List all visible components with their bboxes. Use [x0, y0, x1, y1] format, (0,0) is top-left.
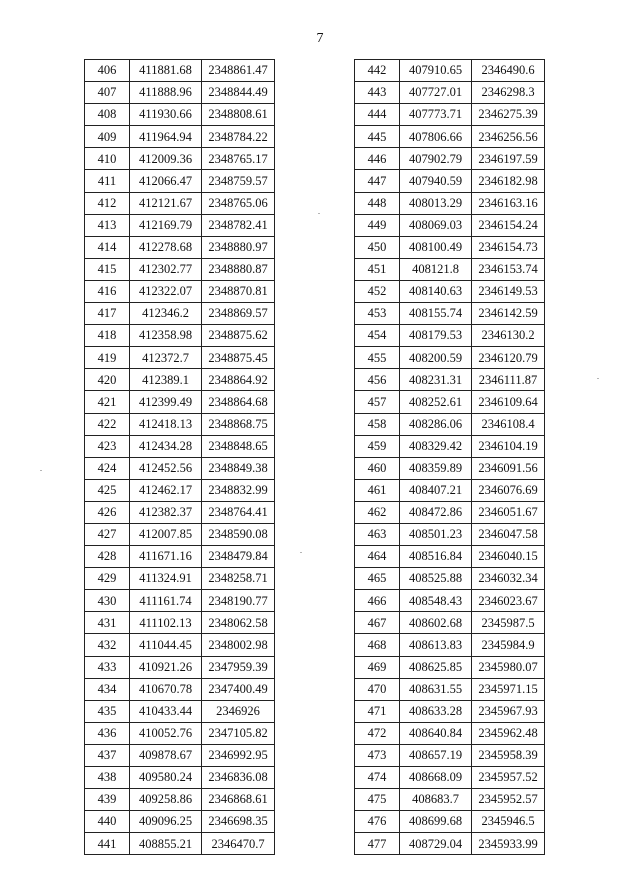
x-coordinate-cell: 411964.94	[130, 126, 202, 148]
x-coordinate-cell: 412372.7	[130, 347, 202, 369]
y-coordinate-cell: 2345957.52	[472, 767, 545, 789]
x-coordinate-cell: 407902.79	[400, 148, 472, 170]
point-number-cell: 409	[85, 126, 130, 148]
point-number-cell: 470	[355, 678, 400, 700]
coordinate-row	[85, 811, 275, 833]
x-coordinate-cell: 409878.67	[130, 744, 202, 766]
coordinate-row	[85, 391, 275, 413]
y-coordinate-cell: 2348479.84	[202, 546, 275, 568]
point-number-cell: 406	[85, 60, 130, 82]
coordinate-row	[355, 347, 545, 369]
y-coordinate-cell: 2345984.9	[472, 634, 545, 656]
coordinate-row	[355, 258, 545, 280]
x-coordinate-cell: 412382.37	[130, 501, 202, 523]
coordinate-row	[355, 612, 545, 634]
y-coordinate-cell: 2347105.82	[202, 722, 275, 744]
y-coordinate-cell: 2347400.49	[202, 678, 275, 700]
coordinate-row	[85, 60, 275, 82]
point-number-cell: 463	[355, 523, 400, 545]
point-number-cell: 426	[85, 501, 130, 523]
point-number-cell: 436	[85, 722, 130, 744]
point-number-cell: 407	[85, 82, 130, 104]
coordinates-table-right	[354, 59, 545, 855]
y-coordinate-cell: 2346868.61	[202, 789, 275, 811]
x-coordinate-cell: 412009.36	[130, 148, 202, 170]
x-coordinate-cell: 408631.55	[400, 678, 472, 700]
x-coordinate-cell: 408548.43	[400, 590, 472, 612]
x-coordinate-cell: 411881.68	[130, 60, 202, 82]
x-coordinate-cell: 408329.42	[400, 435, 472, 457]
point-number-cell: 452	[355, 280, 400, 302]
coordinate-row	[355, 82, 545, 104]
y-coordinate-cell: 2348765.17	[202, 148, 275, 170]
coordinate-row	[355, 369, 545, 391]
y-coordinate-cell: 2348861.47	[202, 60, 275, 82]
coordinate-row	[85, 546, 275, 568]
point-number-cell: 474	[355, 767, 400, 789]
x-coordinate-cell: 411671.16	[130, 546, 202, 568]
y-coordinate-cell: 2348258.71	[202, 568, 275, 590]
y-coordinate-cell: 2346149.53	[472, 280, 545, 302]
coordinate-row	[85, 258, 275, 280]
y-coordinate-cell: 2346153.74	[472, 258, 545, 280]
coordinate-row	[85, 789, 275, 811]
y-coordinate-cell: 2346163.16	[472, 192, 545, 214]
coordinate-row	[85, 126, 275, 148]
coordinate-row	[85, 325, 275, 347]
coordinate-row	[85, 369, 275, 391]
y-coordinate-cell: 2348759.57	[202, 170, 275, 192]
y-coordinate-cell: 2346154.24	[472, 214, 545, 236]
point-number-cell: 412	[85, 192, 130, 214]
x-coordinate-cell: 408633.28	[400, 700, 472, 722]
coordinate-row	[85, 479, 275, 501]
y-coordinate-cell: 2346091.56	[472, 457, 545, 479]
y-coordinate-cell: 2346490.6	[472, 60, 545, 82]
coordinate-row	[85, 744, 275, 766]
x-coordinate-cell: 411930.66	[130, 104, 202, 126]
x-coordinate-cell: 407773.71	[400, 104, 472, 126]
coordinate-row	[85, 280, 275, 302]
x-coordinate-cell: 408121.8	[400, 258, 472, 280]
x-coordinate-cell: 412121.67	[130, 192, 202, 214]
y-coordinate-cell: 2348590.08	[202, 523, 275, 545]
coordinate-row	[85, 767, 275, 789]
point-number-cell: 417	[85, 303, 130, 325]
x-coordinate-cell: 411044.45	[130, 634, 202, 656]
x-coordinate-cell: 408613.83	[400, 634, 472, 656]
coordinate-row	[355, 700, 545, 722]
point-number-cell: 447	[355, 170, 400, 192]
x-coordinate-cell: 411324.91	[130, 568, 202, 590]
point-number-cell: 414	[85, 236, 130, 258]
y-coordinate-cell: 2346120.79	[472, 347, 545, 369]
x-coordinate-cell: 408699.68	[400, 811, 472, 833]
coordinate-row	[85, 612, 275, 634]
point-number-cell: 469	[355, 656, 400, 678]
x-coordinate-cell: 408501.23	[400, 523, 472, 545]
y-coordinate-cell: 2346470.7	[202, 833, 275, 855]
point-number-cell: 418	[85, 325, 130, 347]
x-coordinate-cell: 409580.24	[130, 767, 202, 789]
point-number-cell: 454	[355, 325, 400, 347]
coordinate-row	[85, 236, 275, 258]
point-number-cell: 433	[85, 656, 130, 678]
y-coordinate-cell: 2345952.57	[472, 789, 545, 811]
x-coordinate-cell: 408252.61	[400, 391, 472, 413]
coordinate-row	[355, 767, 545, 789]
y-coordinate-cell: 2346992.95	[202, 744, 275, 766]
scan-speck	[40, 470, 42, 471]
x-coordinate-cell: 408640.84	[400, 722, 472, 744]
x-coordinate-cell: 410921.26	[130, 656, 202, 678]
point-number-cell: 421	[85, 391, 130, 413]
y-coordinate-cell: 2346130.2	[472, 325, 545, 347]
point-number-cell: 471	[355, 700, 400, 722]
coordinate-row	[85, 722, 275, 744]
point-number-cell: 408	[85, 104, 130, 126]
point-number-cell: 437	[85, 744, 130, 766]
y-coordinate-cell: 2346040.15	[472, 546, 545, 568]
coordinate-row	[355, 678, 545, 700]
x-coordinate-cell: 412007.85	[130, 523, 202, 545]
y-coordinate-cell: 2346142.59	[472, 303, 545, 325]
coordinate-row	[85, 104, 275, 126]
x-coordinate-cell: 410670.78	[130, 678, 202, 700]
point-number-cell: 432	[85, 634, 130, 656]
coordinate-row	[85, 568, 275, 590]
point-number-cell: 449	[355, 214, 400, 236]
y-coordinate-cell: 2345980.07	[472, 656, 545, 678]
y-coordinate-cell: 2346076.69	[472, 479, 545, 501]
y-coordinate-cell: 2348002.98	[202, 634, 275, 656]
point-number-cell: 434	[85, 678, 130, 700]
x-coordinate-cell: 408625.85	[400, 656, 472, 678]
coordinate-row	[85, 700, 275, 722]
point-number-cell: 467	[355, 612, 400, 634]
y-coordinate-cell: 2346109.64	[472, 391, 545, 413]
coordinate-row	[85, 457, 275, 479]
coordinate-row	[355, 391, 545, 413]
point-number-cell: 439	[85, 789, 130, 811]
point-number-cell: 410	[85, 148, 130, 170]
coordinate-row	[85, 678, 275, 700]
x-coordinate-cell: 408155.74	[400, 303, 472, 325]
point-number-cell: 460	[355, 457, 400, 479]
x-coordinate-cell: 408407.21	[400, 479, 472, 501]
point-number-cell: 476	[355, 811, 400, 833]
point-number-cell: 416	[85, 280, 130, 302]
x-coordinate-cell: 408286.06	[400, 413, 472, 435]
x-coordinate-cell: 408472.86	[400, 501, 472, 523]
page-number: 7	[316, 31, 324, 46]
y-coordinate-cell: 2346023.67	[472, 590, 545, 612]
point-number-cell: 462	[355, 501, 400, 523]
x-coordinate-cell: 412358.98	[130, 325, 202, 347]
point-number-cell: 419	[85, 347, 130, 369]
point-number-cell: 453	[355, 303, 400, 325]
point-number-cell: 411	[85, 170, 130, 192]
x-coordinate-cell: 407940.59	[400, 170, 472, 192]
coordinate-row	[355, 479, 545, 501]
coordinate-row	[355, 546, 545, 568]
coordinate-row	[355, 236, 545, 258]
coordinate-row	[355, 148, 545, 170]
point-number-cell: 473	[355, 744, 400, 766]
scan-speck	[597, 378, 599, 379]
coordinate-row	[85, 590, 275, 612]
point-number-cell: 458	[355, 413, 400, 435]
x-coordinate-cell: 412346.2	[130, 303, 202, 325]
point-number-cell: 420	[85, 369, 130, 391]
coordinate-row	[355, 590, 545, 612]
y-coordinate-cell: 2348765.06	[202, 192, 275, 214]
coordinate-row	[355, 811, 545, 833]
x-coordinate-cell: 408069.03	[400, 214, 472, 236]
point-number-cell: 455	[355, 347, 400, 369]
coordinate-row	[355, 60, 545, 82]
point-number-cell: 429	[85, 568, 130, 590]
y-coordinate-cell: 2346275.39	[472, 104, 545, 126]
coordinate-row	[355, 722, 545, 744]
point-number-cell: 459	[355, 435, 400, 457]
y-coordinate-cell: 2346926	[202, 700, 275, 722]
coordinate-row	[355, 568, 545, 590]
x-coordinate-cell: 410052.76	[130, 722, 202, 744]
x-coordinate-cell: 412418.13	[130, 413, 202, 435]
y-coordinate-cell: 2348864.68	[202, 391, 275, 413]
coordinate-row	[355, 656, 545, 678]
point-number-cell: 415	[85, 258, 130, 280]
coordinate-row	[85, 435, 275, 457]
y-coordinate-cell: 2348868.75	[202, 413, 275, 435]
coordinate-row	[85, 656, 275, 678]
x-coordinate-cell: 412389.1	[130, 369, 202, 391]
point-number-cell: 428	[85, 546, 130, 568]
point-number-cell: 440	[85, 811, 130, 833]
coordinate-row	[355, 170, 545, 192]
point-number-cell: 465	[355, 568, 400, 590]
y-coordinate-cell: 2348808.61	[202, 104, 275, 126]
coordinate-row	[355, 501, 545, 523]
y-coordinate-cell: 2346298.3	[472, 82, 545, 104]
point-number-cell: 451	[355, 258, 400, 280]
coordinate-row	[355, 413, 545, 435]
x-coordinate-cell: 411888.96	[130, 82, 202, 104]
y-coordinate-cell: 2345971.15	[472, 678, 545, 700]
point-number-cell: 444	[355, 104, 400, 126]
y-coordinate-cell: 2347959.39	[202, 656, 275, 678]
y-coordinate-cell: 2345987.5	[472, 612, 545, 634]
y-coordinate-cell: 2346256.56	[472, 126, 545, 148]
point-number-cell: 441	[85, 833, 130, 855]
point-number-cell: 472	[355, 722, 400, 744]
x-coordinate-cell: 412434.28	[130, 435, 202, 457]
point-number-cell: 443	[355, 82, 400, 104]
y-coordinate-cell: 2348875.62	[202, 325, 275, 347]
x-coordinate-cell: 408668.09	[400, 767, 472, 789]
y-coordinate-cell: 2348849.38	[202, 457, 275, 479]
point-number-cell: 430	[85, 590, 130, 612]
y-coordinate-cell: 2346197.59	[472, 148, 545, 170]
x-coordinate-cell: 408602.68	[400, 612, 472, 634]
x-coordinate-cell: 412399.49	[130, 391, 202, 413]
x-coordinate-cell: 412066.47	[130, 170, 202, 192]
y-coordinate-cell: 2348782.41	[202, 214, 275, 236]
x-coordinate-cell: 408657.19	[400, 744, 472, 766]
coordinate-row	[355, 634, 545, 656]
coordinate-row	[85, 192, 275, 214]
coordinate-row	[355, 104, 545, 126]
coordinate-row	[85, 347, 275, 369]
y-coordinate-cell: 2348190.77	[202, 590, 275, 612]
coordinates-table-left-body	[85, 60, 275, 855]
x-coordinate-cell: 407910.65	[400, 60, 472, 82]
x-coordinate-cell: 412169.79	[130, 214, 202, 236]
coordinate-row	[85, 170, 275, 192]
coordinate-row	[85, 148, 275, 170]
x-coordinate-cell: 408359.89	[400, 457, 472, 479]
y-coordinate-cell: 2346104.19	[472, 435, 545, 457]
x-coordinate-cell: 410433.44	[130, 700, 202, 722]
y-coordinate-cell: 2348880.97	[202, 236, 275, 258]
point-number-cell: 422	[85, 413, 130, 435]
coordinate-row	[355, 214, 545, 236]
x-coordinate-cell: 409258.86	[130, 789, 202, 811]
point-number-cell: 457	[355, 391, 400, 413]
coordinate-row	[355, 280, 545, 302]
point-number-cell: 468	[355, 634, 400, 656]
y-coordinate-cell: 2348869.57	[202, 303, 275, 325]
point-number-cell: 413	[85, 214, 130, 236]
y-coordinate-cell: 2348870.81	[202, 280, 275, 302]
coordinate-row	[85, 303, 275, 325]
x-coordinate-cell: 407727.01	[400, 82, 472, 104]
coordinate-row	[85, 501, 275, 523]
x-coordinate-cell: 408231.31	[400, 369, 472, 391]
y-coordinate-cell: 2348864.92	[202, 369, 275, 391]
coordinate-row	[355, 192, 545, 214]
point-number-cell: 425	[85, 479, 130, 501]
x-coordinate-cell: 407806.66	[400, 126, 472, 148]
point-number-cell: 450	[355, 236, 400, 258]
y-coordinate-cell: 2346698.35	[202, 811, 275, 833]
coordinate-row	[355, 833, 545, 855]
y-coordinate-cell: 2348848.65	[202, 435, 275, 457]
coordinate-row	[85, 523, 275, 545]
x-coordinate-cell: 408729.04	[400, 833, 472, 855]
point-number-cell: 477	[355, 833, 400, 855]
y-coordinate-cell: 2348832.99	[202, 479, 275, 501]
point-number-cell: 475	[355, 789, 400, 811]
scan-speck	[300, 552, 302, 553]
x-coordinate-cell: 411161.74	[130, 590, 202, 612]
coordinate-row	[355, 789, 545, 811]
x-coordinate-cell: 408100.49	[400, 236, 472, 258]
y-coordinate-cell: 2346154.73	[472, 236, 545, 258]
coordinate-row	[355, 523, 545, 545]
x-coordinate-cell: 412302.77	[130, 258, 202, 280]
x-coordinate-cell: 408516.84	[400, 546, 472, 568]
coordinate-row	[355, 325, 545, 347]
x-coordinate-cell: 412452.56	[130, 457, 202, 479]
point-number-cell: 456	[355, 369, 400, 391]
coordinate-row	[85, 214, 275, 236]
x-coordinate-cell: 412278.68	[130, 236, 202, 258]
coordinate-row	[85, 833, 275, 855]
point-number-cell: 431	[85, 612, 130, 634]
x-coordinate-cell: 408683.7	[400, 789, 472, 811]
point-number-cell: 448	[355, 192, 400, 214]
y-coordinate-cell: 2346111.87	[472, 369, 545, 391]
point-number-cell: 435	[85, 700, 130, 722]
x-coordinate-cell: 412462.17	[130, 479, 202, 501]
point-number-cell: 466	[355, 590, 400, 612]
y-coordinate-cell: 2345933.99	[472, 833, 545, 855]
point-number-cell: 427	[85, 523, 130, 545]
y-coordinate-cell: 2348062.58	[202, 612, 275, 634]
point-number-cell: 438	[85, 767, 130, 789]
y-coordinate-cell: 2348844.49	[202, 82, 275, 104]
x-coordinate-cell: 411102.13	[130, 612, 202, 634]
coordinate-row	[355, 744, 545, 766]
y-coordinate-cell: 2345962.48	[472, 722, 545, 744]
point-number-cell: 461	[355, 479, 400, 501]
coordinate-row	[355, 303, 545, 325]
coordinate-row	[85, 634, 275, 656]
x-coordinate-cell: 408140.63	[400, 280, 472, 302]
y-coordinate-cell: 2346182.98	[472, 170, 545, 192]
y-coordinate-cell: 2346836.08	[202, 767, 275, 789]
point-number-cell: 445	[355, 126, 400, 148]
y-coordinate-cell: 2346108.4	[472, 413, 545, 435]
coordinates-table-left	[84, 59, 275, 855]
x-coordinate-cell: 408855.21	[130, 833, 202, 855]
point-number-cell: 424	[85, 457, 130, 479]
y-coordinate-cell: 2345967.93	[472, 700, 545, 722]
y-coordinate-cell: 2348784.22	[202, 126, 275, 148]
x-coordinate-cell: 408525.88	[400, 568, 472, 590]
y-coordinate-cell: 2348764.41	[202, 501, 275, 523]
coordinate-row	[85, 82, 275, 104]
coordinate-row	[355, 457, 545, 479]
x-coordinate-cell: 408013.29	[400, 192, 472, 214]
coordinate-row	[355, 435, 545, 457]
y-coordinate-cell: 2345946.5	[472, 811, 545, 833]
point-number-cell: 423	[85, 435, 130, 457]
scan-speck	[318, 213, 320, 214]
point-number-cell: 464	[355, 546, 400, 568]
y-coordinate-cell: 2348880.87	[202, 258, 275, 280]
x-coordinate-cell: 409096.25	[130, 811, 202, 833]
y-coordinate-cell: 2346051.67	[472, 501, 545, 523]
x-coordinate-cell: 408200.59	[400, 347, 472, 369]
coordinate-row	[85, 413, 275, 435]
coordinates-table-right-body	[355, 60, 545, 855]
x-coordinate-cell: 412322.07	[130, 280, 202, 302]
coordinate-row	[355, 126, 545, 148]
y-coordinate-cell: 2346047.58	[472, 523, 545, 545]
point-number-cell: 442	[355, 60, 400, 82]
y-coordinate-cell: 2345958.39	[472, 744, 545, 766]
x-coordinate-cell: 408179.53	[400, 325, 472, 347]
y-coordinate-cell: 2346032.34	[472, 568, 545, 590]
y-coordinate-cell: 2348875.45	[202, 347, 275, 369]
point-number-cell: 446	[355, 148, 400, 170]
